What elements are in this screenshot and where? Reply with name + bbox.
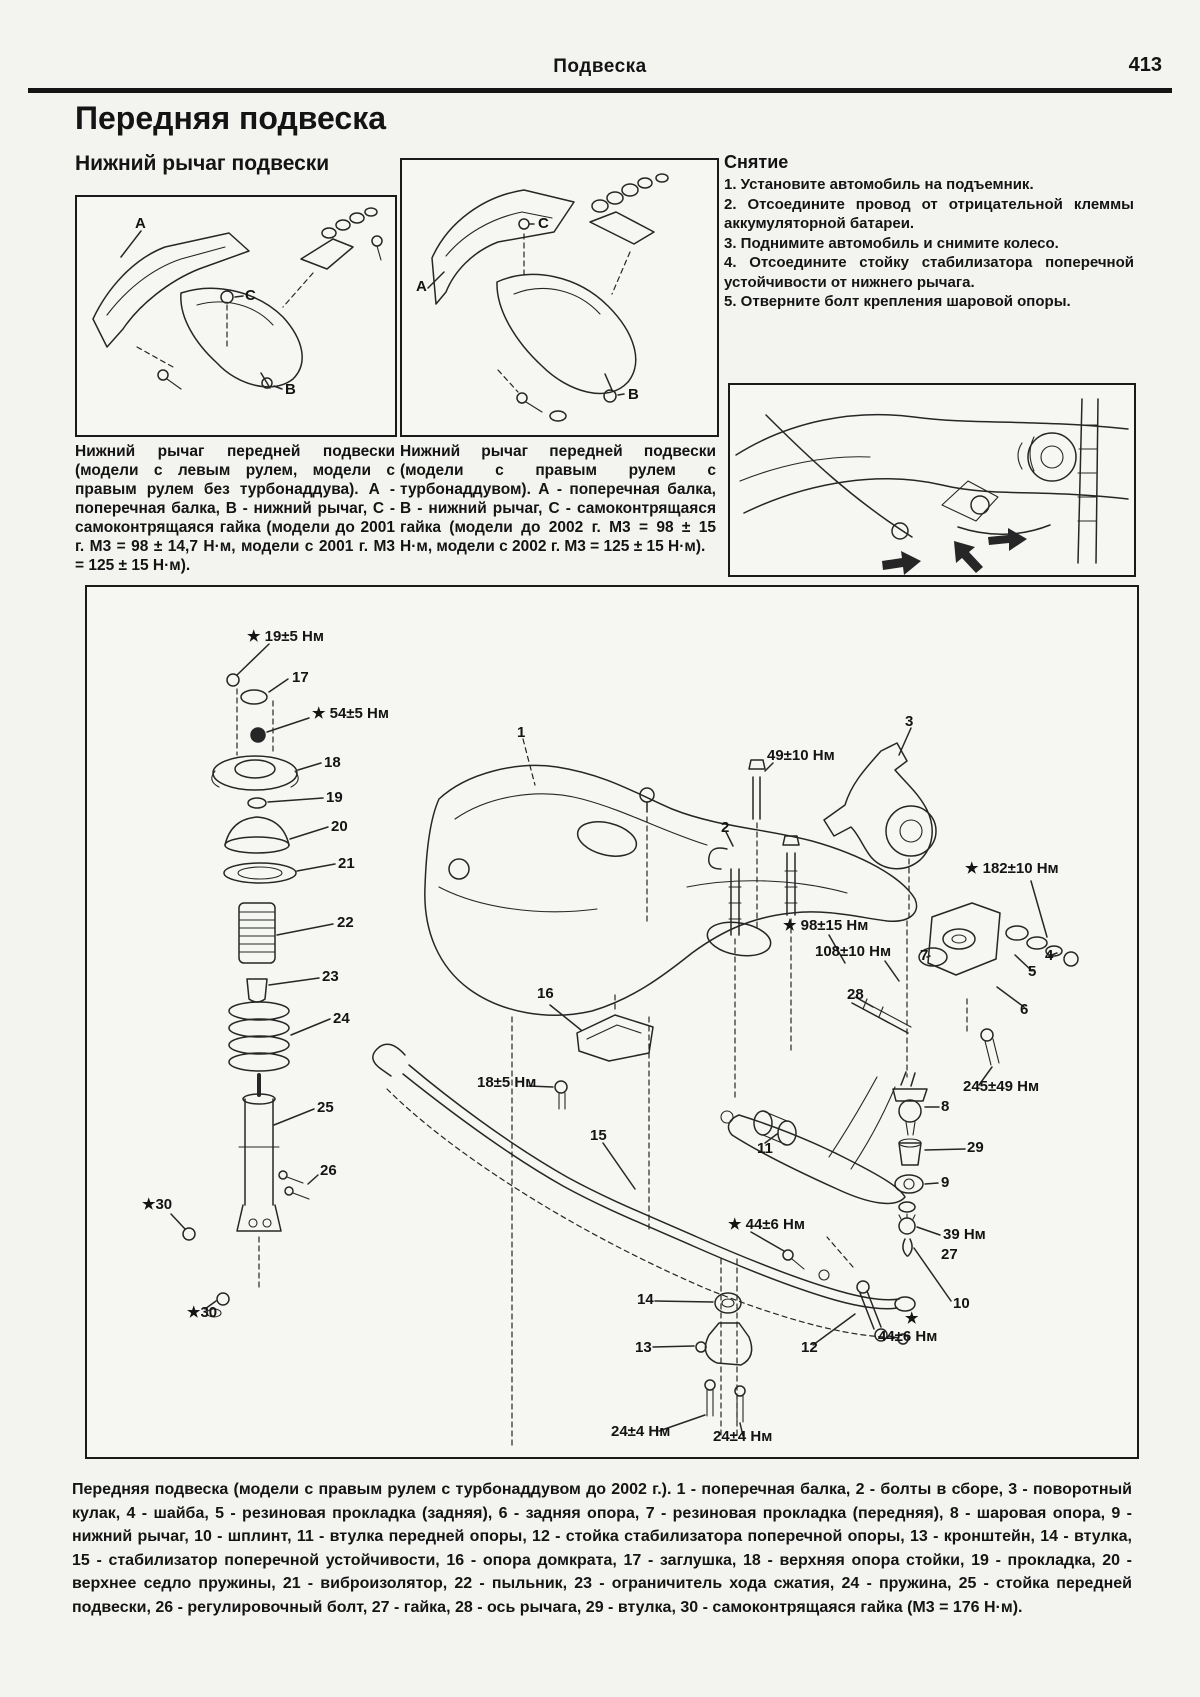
part-label: 49±10 Нм bbox=[767, 747, 835, 764]
part-label: ★ 182±10 Нм bbox=[965, 860, 1059, 877]
part-label: 29 bbox=[967, 1139, 984, 1156]
part-label: 6 bbox=[1020, 1001, 1029, 1018]
part-label: 9 bbox=[941, 1174, 950, 1191]
part-letter-label: B bbox=[285, 381, 296, 398]
part-label: 7 bbox=[920, 947, 929, 964]
part-label: ★ 98±15 Нм bbox=[783, 917, 869, 934]
part-label: 15 bbox=[590, 1127, 607, 1144]
part-label: ★30 bbox=[187, 1304, 218, 1321]
exploded-labels-layer bbox=[87, 587, 1137, 1457]
part-label: 245±49 Нм bbox=[963, 1078, 1040, 1095]
part-label: 19 bbox=[326, 789, 343, 806]
removal-step: 1. Установите автомобиль на подъемник. bbox=[724, 176, 1034, 193]
left-figure-caption: Нижний рычаг передней подвески (модели с левым рулем, модели с правым рулем без турбонаддува). А - поперечная балка, В - нижний рычаг, С - самоконтрящаяся гайка (модели до 2001 г. М3 = 98 ± 14,7 Н·м, модели с 2001 г. М3 = 125 ± 15 Н·м). bbox=[75, 443, 395, 574]
header-rule bbox=[28, 88, 1172, 93]
part-label: 14 bbox=[637, 1291, 654, 1308]
part-label: ★ 44±6 Нм bbox=[728, 1216, 805, 1233]
part-label: 108±10 Нм bbox=[815, 943, 892, 960]
part-letter-label: B bbox=[628, 386, 639, 403]
removal-step: 3. Поднимите автомобиль и снимите колесо. bbox=[724, 234, 1059, 252]
part-label: 20 bbox=[331, 818, 348, 835]
part-label: 2 bbox=[721, 819, 730, 836]
removal-step: 4. Отсоедините стойку стабилизатора поперечной устойчивости от нижнего рычага. bbox=[724, 254, 1134, 291]
part-label: 21 bbox=[338, 855, 355, 872]
part-label: ★ 54±5 Нм bbox=[312, 705, 389, 722]
part-label: 18 bbox=[324, 754, 341, 771]
part-label: 39 Нм bbox=[943, 1226, 986, 1243]
part-label: 12 bbox=[801, 1339, 818, 1356]
left-arm-figure bbox=[75, 195, 397, 437]
part-label: 24±4 Нм bbox=[611, 1423, 671, 1440]
exploded-figure bbox=[85, 585, 1139, 1459]
part-label: ★ bbox=[905, 1310, 919, 1327]
part-label: 4 bbox=[1045, 947, 1054, 964]
part-label: 28 bbox=[847, 986, 864, 1003]
part-label: 27 bbox=[941, 1246, 958, 1263]
part-label: 26 bbox=[320, 1162, 337, 1179]
middle-arm-drawing bbox=[402, 160, 717, 435]
removal-illustration-drawing bbox=[730, 385, 1134, 575]
part-label: 44±6 Нм bbox=[878, 1328, 938, 1345]
part-label: 10 bbox=[953, 1295, 970, 1312]
part-label: 17 bbox=[292, 669, 309, 686]
part-label: 5 bbox=[1028, 963, 1037, 980]
part-label: ★30 bbox=[142, 1196, 173, 1213]
part-label: 22 bbox=[337, 914, 354, 931]
removal-section bbox=[724, 152, 1134, 312]
page-title: Передняя подвеска bbox=[75, 100, 387, 136]
part-label: 16 bbox=[537, 985, 554, 1002]
part-label: 24±4 Нм bbox=[713, 1428, 773, 1445]
part-label: 8 bbox=[941, 1098, 950, 1115]
part-letter-label: A bbox=[135, 215, 146, 232]
part-label: 25 bbox=[317, 1099, 334, 1116]
section-subtitle: Нижний рычаг подвески bbox=[75, 152, 330, 175]
part-label: 1 bbox=[517, 724, 526, 741]
part-letter-label: C bbox=[245, 287, 256, 304]
part-letter-label: A bbox=[416, 278, 427, 295]
header-title: Подвеска bbox=[553, 56, 647, 77]
part-label: 18±5 Нм bbox=[477, 1074, 537, 1091]
arrow-marker bbox=[882, 528, 1027, 575]
removal-illustration bbox=[728, 383, 1136, 577]
part-label: 13 bbox=[635, 1339, 652, 1356]
page-number: 413 bbox=[1128, 54, 1162, 76]
part-label: 23 bbox=[322, 968, 339, 985]
removal-step: 2. Отсоедините провод от отрицательной клеммы аккумуляторной батареи. bbox=[724, 195, 1134, 232]
middle-figure-caption: Нижний рычаг передней подвески (модели с правым рулем с турбонаддувом). А - поперечная балка, В - нижний рычаг, С - самоконтрящаяся гайка (модели до 2002 г. М3 = 98 ± 15 Н·м, модели с 2002 г. М3 = 125 ± 15 Н·м). bbox=[400, 443, 716, 555]
part-label: 3 bbox=[905, 713, 914, 730]
middle-arm-figure bbox=[400, 158, 719, 437]
exploded-caption: Передняя подвеска (модели с правым рулем с турбонаддувом до 2002 г.). 1 - поперечная балка, 2 - болты в сборе, 3 - поворотный кулак, 4 - шайба, 5 - резиновая прокладка (задняя), 6 - задняя опора, 7 - резиновая прокладка (передняя), 8 - шаровая опора, 9 - нижний рычаг, 10 - шплинт, 11 - втулка передней опоры, 12 - стойка стабилизатора поперечной опоры, 13 - кронштейн, 14 - втулка, 15 - стабилизатор поперечной устойчивости, 16 - опора домкрата, 17 - заглушка, 18 - верхняя опора стойки, 19 - прокладка, 20 - верхнее седло пружины, 21 - виброизолятор, 22 - пыльник, 23 - ограничитель хода сжатия, 24 - пружина, 25 - стойка передней подвески, 26 - регулировочный болт, 27 - гайка, 28 - ось рычага, 29 - втулка, 30 - самоконтрящаяся гайка (М3 = 176 Н·м). bbox=[72, 1481, 1132, 1616]
part-label: 24 bbox=[333, 1010, 350, 1027]
removal-heading: Снятие bbox=[724, 152, 789, 172]
part-label: 11 bbox=[757, 1140, 773, 1157]
removal-step: 5. Отверните болт крепления шаровой опоры. bbox=[724, 293, 1071, 310]
part-label: ★ 19±5 Нм bbox=[247, 628, 324, 645]
left-arm-drawing bbox=[77, 197, 395, 435]
part-letter-label: C bbox=[538, 215, 549, 232]
